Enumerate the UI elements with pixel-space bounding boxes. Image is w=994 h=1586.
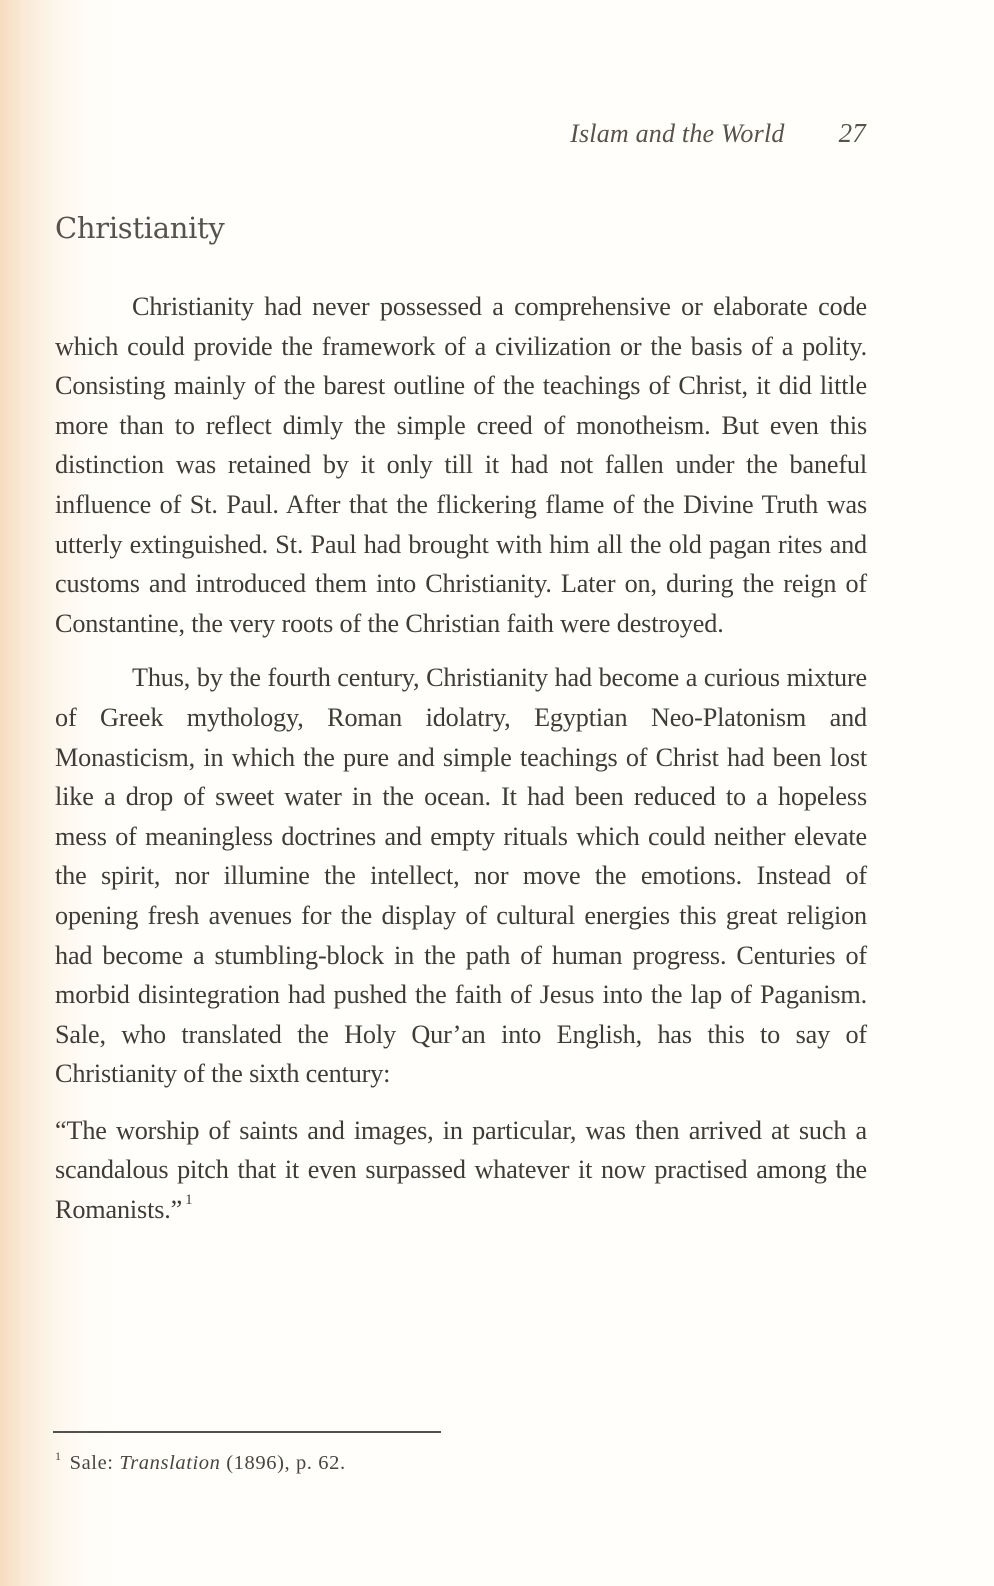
footnote (55, 1449, 346, 1475)
body-text (55, 287, 867, 1230)
section-heading: Christianity (55, 211, 225, 245)
paragraph-2: Thus, by the fourth century, Christianity had become a curious mixture of Greek mythology, Roman idolatry, Egyptian Neo-Platonism and Monasticism, in which the pure and simple teachings of Christ had been lost like a drop of sweet water in the ocean. It had been reduced to a hopeless mess of meaningless doctrines and empty rituals which could neither elevate the spirit, nor illumine the intellect, nor move the emotions. Instead of opening fresh avenues for the display of cultural energies this great religion had become a stumbling-block in the path of human progress. Centuries of morbid disintegration had pushed the faith of Jesus into the lap of Paganism. Sale, who translated the Holy Qur’an into English, has this to say of Christianity of the sixth century: (55, 663, 867, 1089)
running-title: Islam and the World (570, 119, 785, 148)
quote-text: “The worship of saints and images, in particular, was then arrived at such a scandalous pitch that it even surpassed whatever it now practised among the Romanists.” (55, 1115, 867, 1225)
page-number: 27 (838, 118, 866, 148)
running-header (570, 118, 866, 149)
footnote-reference[interactable]: 1 (185, 1192, 193, 1209)
footnote-citation: (1896), p. 62. (226, 1452, 346, 1474)
footnote-title: Translation (119, 1452, 221, 1474)
paragraph-1: Christianity had never possessed a comprehensive or elaborate code which could provide the framework of a civilization or the basis of a polity. Consisting mainly of the barest outline of the teachings of Christ, it did little more than to reflect dimly the simple creed of monotheism. But even this distinction was retained by it only till it had not fallen under the baneful influence of St. Paul. After that the flickering flame of the Divine Truth was utterly extinguished. St. Paul had brought with him all the old pagan rites and customs and introduced them into Christianity. Later on, during the reign of Constantine, the very roots of the Christian faith were destroyed. (55, 292, 867, 638)
footnote-author: Sale: (69, 1452, 114, 1474)
footnote-divider (53, 1431, 441, 1433)
block-quote (55, 1111, 867, 1230)
footnote-marker: 1 (55, 1449, 62, 1463)
